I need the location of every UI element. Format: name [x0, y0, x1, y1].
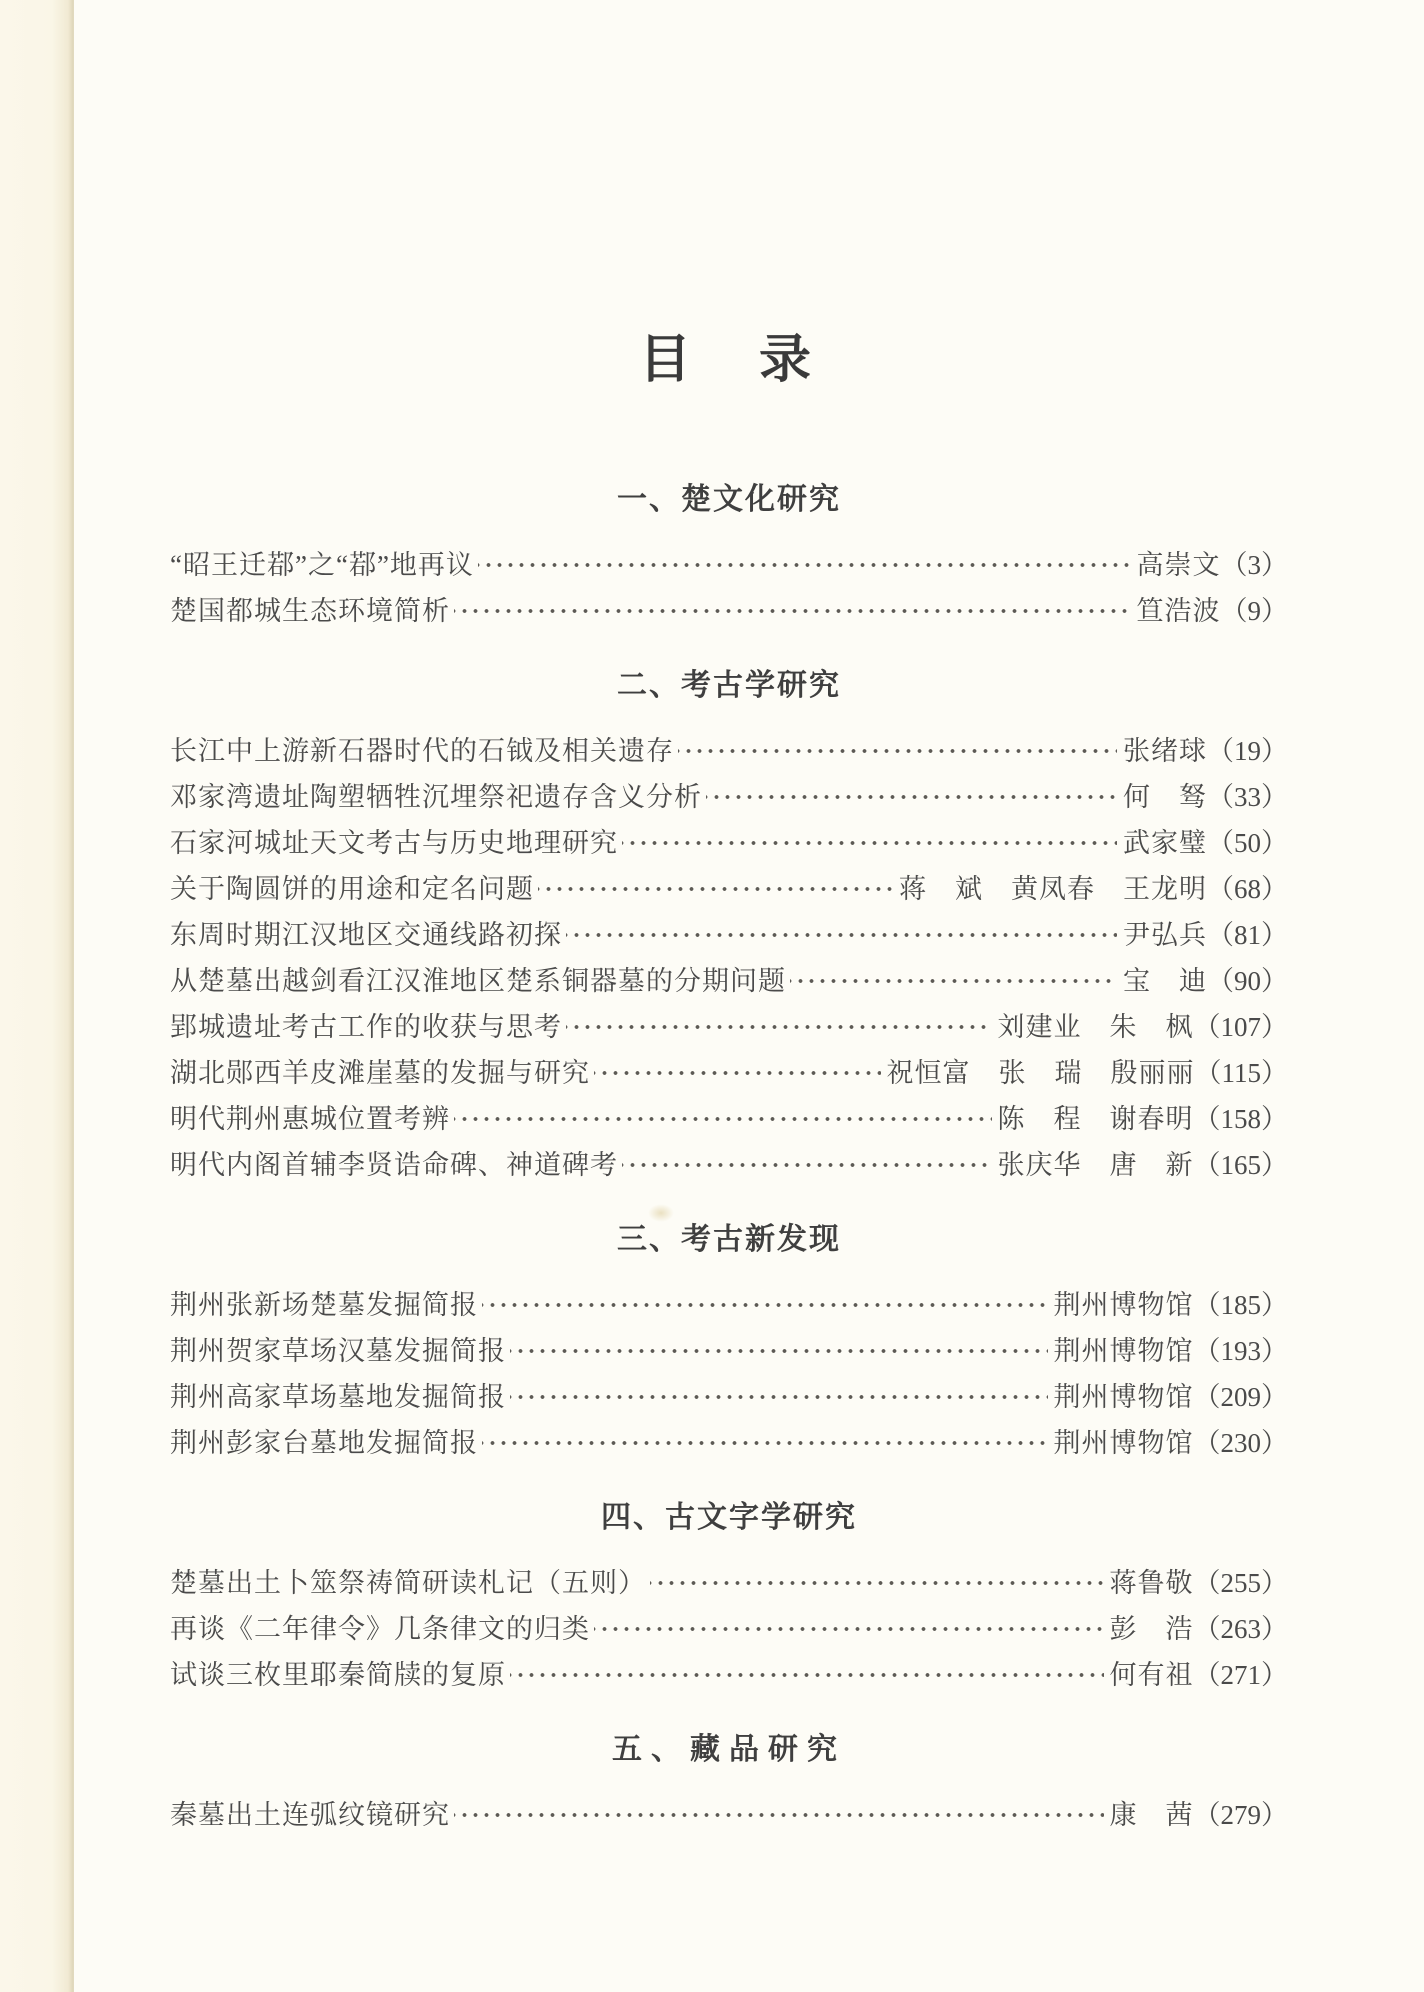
- toc-entry: [170, 1096, 1288, 1142]
- toc-entry-authors: 高崇文: [1136, 550, 1221, 580]
- toc-entry-title: 东周时期江汉地区交通线路初探: [170, 920, 562, 950]
- dotted-leader: [622, 1142, 992, 1188]
- toc-section: [170, 1498, 1288, 1698]
- toc-entry-title: 楚墓出土卜筮祭祷简研读札记（五则）: [170, 1568, 646, 1598]
- section-entries: [170, 1282, 1288, 1466]
- toc-entry-page: （9）: [1220, 596, 1288, 626]
- toc-entry-title: 再谈《二年律令》几条律文的归类: [170, 1614, 590, 1644]
- toc-entry: [170, 866, 1288, 912]
- dotted-leader: [678, 728, 1117, 774]
- toc-entry-page: （115）: [1194, 1058, 1288, 1088]
- dotted-leader: [454, 1792, 1104, 1838]
- toc-entry-authors: 蒋鲁敬: [1109, 1568, 1194, 1598]
- toc-entry: [170, 958, 1288, 1004]
- toc-entry-page: （81）: [1207, 920, 1288, 950]
- toc-entry-title: 从楚墓出越剑看江汉淮地区楚系铜器墓的分期问题: [170, 966, 786, 996]
- toc-entry-title: 郢城遗址考古工作的收获与思考: [170, 1012, 562, 1042]
- dotted-leader: [706, 774, 1117, 820]
- dotted-leader: [594, 1050, 881, 1096]
- section-entries: [170, 728, 1288, 1188]
- toc-entry-authors: 陈 程 谢春明: [997, 1104, 1194, 1134]
- page-edge-shadow: [0, 0, 74, 1992]
- toc-entry-title: 秦墓出土连弧纹镜研究: [170, 1800, 450, 1830]
- page-title: 目 录: [638, 332, 819, 389]
- toc-entry: [170, 1328, 1288, 1374]
- toc-entry: [170, 1282, 1288, 1328]
- toc-entry-title: 长江中上游新石器时代的石钺及相关遗存: [170, 736, 674, 766]
- dotted-leader: [482, 1420, 1048, 1466]
- toc-section: [170, 1730, 1288, 1838]
- dotted-leader: [566, 1004, 992, 1050]
- toc-entry-page: （209）: [1193, 1382, 1288, 1412]
- toc-entry-page: （279）: [1193, 1800, 1288, 1830]
- toc-entry-authors: 康 茜: [1109, 1800, 1194, 1830]
- dotted-leader: [650, 1560, 1104, 1606]
- dotted-leader: [510, 1652, 1104, 1698]
- toc-entry-authors: 笪浩波: [1136, 596, 1221, 626]
- toc-entry-page: （3）: [1220, 550, 1288, 580]
- toc-entry: [170, 1420, 1288, 1466]
- toc-entry-page: （90）: [1207, 966, 1288, 996]
- dotted-leader: [510, 1328, 1048, 1374]
- toc-entry: [170, 1606, 1288, 1652]
- toc-section: [170, 1220, 1288, 1466]
- toc-entry-title: 明代荆州惠城位置考辨: [170, 1104, 450, 1134]
- toc-entry-authors: 尹弘兵: [1123, 920, 1207, 950]
- toc-entry-title: 试谈三枚里耶秦简牍的复原: [170, 1660, 506, 1690]
- toc-section: [170, 666, 1288, 1188]
- section-entries: [170, 1560, 1288, 1698]
- section-heading: 二、考古学研究: [617, 669, 841, 702]
- dotted-leader: [482, 1282, 1048, 1328]
- toc-entry-page: （107）: [1193, 1012, 1288, 1042]
- toc-entry-page: （263）: [1193, 1614, 1288, 1644]
- toc-entry-authors: 张绪球: [1123, 736, 1207, 766]
- toc-content: [170, 0, 1288, 1838]
- section-heading: 四、古文字学研究: [601, 1501, 857, 1534]
- toc-entry-title: “昭王迁鄀”之“鄀”地再议: [170, 550, 474, 580]
- dotted-leader: [594, 1606, 1104, 1652]
- toc-entry-authors: 何 驽: [1123, 782, 1207, 812]
- toc-entry: [170, 912, 1288, 958]
- toc-entry-authors: 荆州博物馆: [1053, 1428, 1194, 1458]
- toc-entry-authors: 彭 浩: [1109, 1614, 1194, 1644]
- toc-entry-authors: 祝恒富 张 瑞 殷丽丽: [886, 1058, 1195, 1088]
- toc-entry-title: 湖北郧西羊皮滩崖墓的发掘与研究: [170, 1058, 590, 1088]
- toc-entry-title: 荆州张新场楚墓发掘简报: [170, 1290, 478, 1320]
- toc-entry: [170, 1652, 1288, 1698]
- toc-entry: [170, 542, 1288, 588]
- toc-entry-title: 楚国都城生态环境简析: [170, 596, 450, 626]
- toc-entry: [170, 1560, 1288, 1606]
- toc-entry-page: （68）: [1207, 874, 1288, 904]
- dotted-leader: [538, 866, 893, 912]
- toc-entry-title: 关于陶圆饼的用途和定名问题: [170, 874, 534, 904]
- dotted-leader: [478, 542, 1131, 588]
- toc-entry: [170, 1004, 1288, 1050]
- toc-entry: [170, 774, 1288, 820]
- toc-section: [170, 480, 1288, 634]
- toc-entry: [170, 820, 1288, 866]
- toc-entry-title: 邓家湾遗址陶塑牺牲沉埋祭祀遗存含义分析: [170, 782, 702, 812]
- toc-entry-title: 石家河城址天文考古与历史地理研究: [170, 828, 618, 858]
- toc-entry-page: （50）: [1207, 828, 1288, 858]
- toc-entry: [170, 1142, 1288, 1188]
- section-heading: 五、藏品研究: [612, 1733, 846, 1766]
- toc-entry-page: （255）: [1193, 1568, 1288, 1598]
- toc-entry-page: （33）: [1207, 782, 1288, 812]
- toc-entry: [170, 1792, 1288, 1838]
- dotted-leader: [622, 820, 1117, 866]
- toc-entry-authors: 荆州博物馆: [1053, 1336, 1194, 1366]
- toc-entry-title: 荆州贺家草场汉墓发掘简报: [170, 1336, 506, 1366]
- dotted-leader: [790, 958, 1117, 1004]
- toc-entry-page: （185）: [1193, 1290, 1288, 1320]
- toc-entry: [170, 1050, 1288, 1096]
- toc-entry-authors: 荆州博物馆: [1053, 1382, 1194, 1412]
- toc-entry-authors: 荆州博物馆: [1053, 1290, 1194, 1320]
- toc-entry-title: 荆州彭家台墓地发掘简报: [170, 1428, 478, 1458]
- toc-entry-authors: 何有祖: [1109, 1660, 1194, 1690]
- toc-entry-title: 荆州高家草场墓地发掘简报: [170, 1382, 506, 1412]
- dotted-leader: [566, 912, 1117, 958]
- toc-entry-page: （271）: [1193, 1660, 1288, 1690]
- section-entries: [170, 1792, 1288, 1838]
- toc-entry-authors: 武家璧: [1123, 828, 1207, 858]
- section-entries: [170, 542, 1288, 634]
- section-heading: 三、考古新发现: [617, 1223, 841, 1256]
- section-heading: 一、楚文化研究: [617, 483, 841, 516]
- toc-entry-authors: 刘建业 朱 枫: [997, 1012, 1194, 1042]
- dotted-leader: [510, 1374, 1048, 1420]
- toc-sections: [170, 480, 1288, 1838]
- toc-entry-authors: 张庆华 唐 新: [997, 1150, 1194, 1180]
- dotted-leader: [454, 588, 1131, 634]
- toc-entry-authors: 蒋 斌 黄凤春 王龙明: [899, 874, 1207, 904]
- toc-entry-page: （193）: [1193, 1336, 1288, 1366]
- dotted-leader: [454, 1096, 992, 1142]
- toc-entry: [170, 728, 1288, 774]
- toc-entry-page: （165）: [1193, 1150, 1288, 1180]
- toc-entry: [170, 1374, 1288, 1420]
- toc-entry-title: 明代内阁首辅李贤诰命碑、神道碑考: [170, 1150, 618, 1180]
- toc-entry-page: （230）: [1193, 1428, 1288, 1458]
- toc-entry-authors: 宝 迪: [1123, 966, 1207, 996]
- toc-entry: [170, 588, 1288, 634]
- toc-entry-page: （158）: [1193, 1104, 1288, 1134]
- toc-entry-page: （19）: [1207, 736, 1288, 766]
